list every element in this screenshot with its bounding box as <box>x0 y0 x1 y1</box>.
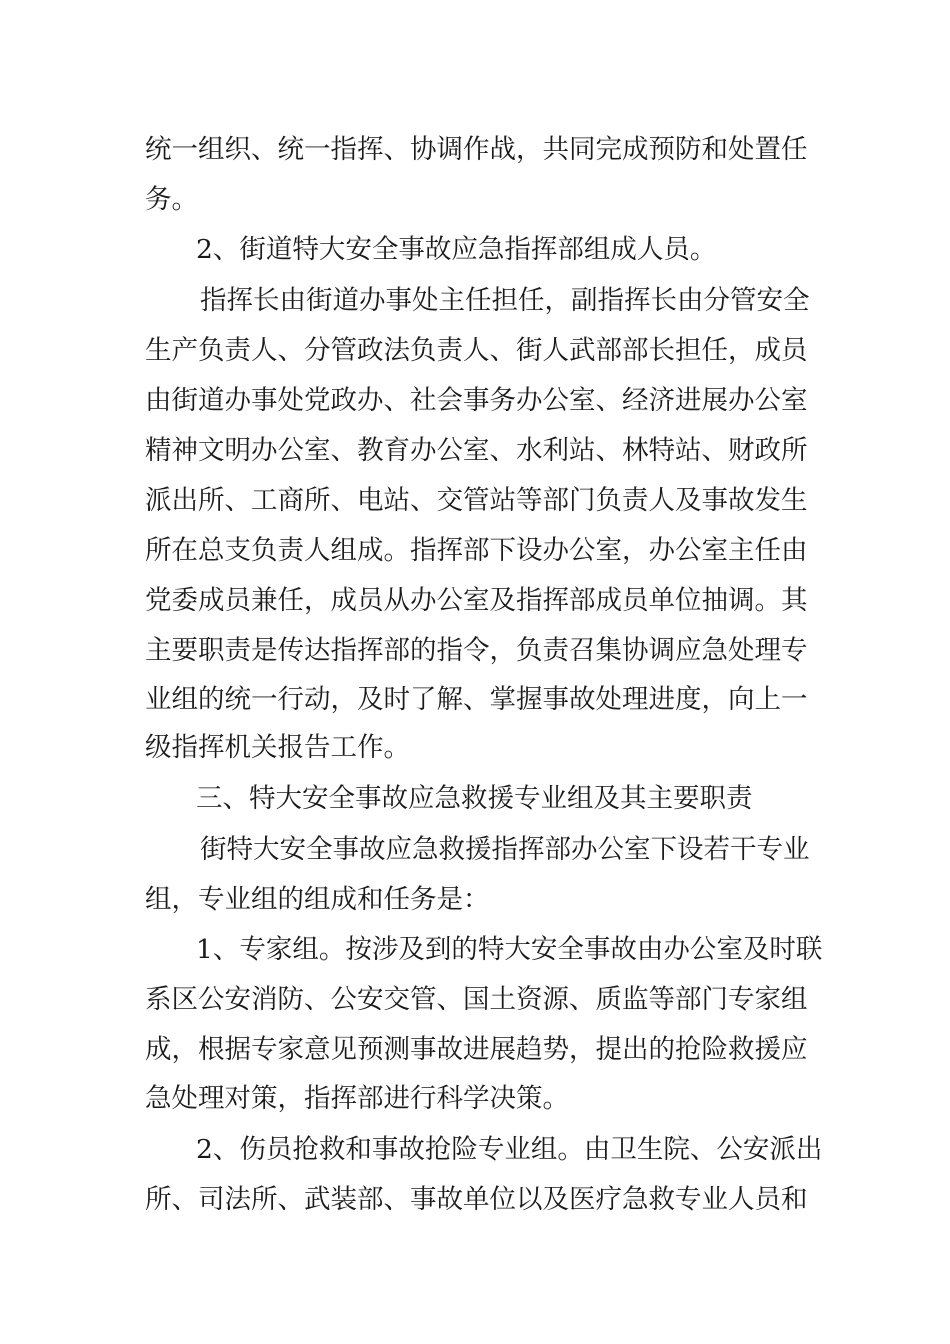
text-line: 统一组织、统一指挥、协调作战，共同完成预防和处置任 <box>145 134 808 165</box>
text-line: 所、司法所、武装部、事故单位以及医疗急救专业人员和 <box>145 1184 808 1215</box>
text-line: 2、伤员抢救和事故抢险专业组。由卫生院、公安派出 <box>196 1134 823 1165</box>
text-line: 精神文明办公室、教育办公室、水利站、林特站、财政所 <box>145 435 808 466</box>
section-heading: 三、特大安全事故应急救援专业组及其主要职责 <box>196 783 753 814</box>
text-line: 成，根据专家意见预测事故进展趋势，提出的抢险救援应 <box>145 1034 808 1065</box>
text-line: 党委成员兼任，成员从办公室及指挥部成员单位抽调。其 <box>145 585 808 616</box>
text-line: 主要职责是传达指挥部的指令，负责召集协调应急处理专 <box>145 635 808 666</box>
text-line: 所在总支负责人组成。指挥部下设办公室，办公室主任由 <box>145 535 808 566</box>
text-line: 组，专业组的组成和任务是： <box>145 884 490 915</box>
text-line: 系区公安消防、公安交管、国土资源、质监等部门专家组 <box>145 984 808 1015</box>
text-line: 级指挥机关报告工作。 <box>145 732 410 763</box>
text-line: 街特大安全事故应急救援指挥部办公室下设若干专业 <box>200 834 810 865</box>
text-line: 由街道办事处党政办、社会事务办公室、经济进展办公室 <box>145 385 808 416</box>
text-line: 生产负责人、分管政法负责人、街人武部部长担任，成员 <box>145 335 808 366</box>
text-line: 指挥长由街道办事处主任担任，副指挥长由分管安全 <box>200 285 810 316</box>
text-line: 业组的统一行动，及时了解、掌握事故处理进度，向上一 <box>145 684 808 715</box>
text-line: 2、街道特大安全事故应急指挥部组成人员。 <box>196 234 717 265</box>
text-line: 派出所、工商所、电站、交管站等部门负责人及事故发生 <box>145 485 808 516</box>
text-line: 1、专家组。按涉及到的特大安全事故由办公室及时联 <box>196 934 823 965</box>
text-line: 务。 <box>145 184 198 215</box>
text-line: 急处理对策，指挥部进行科学决策。 <box>145 1083 569 1114</box>
